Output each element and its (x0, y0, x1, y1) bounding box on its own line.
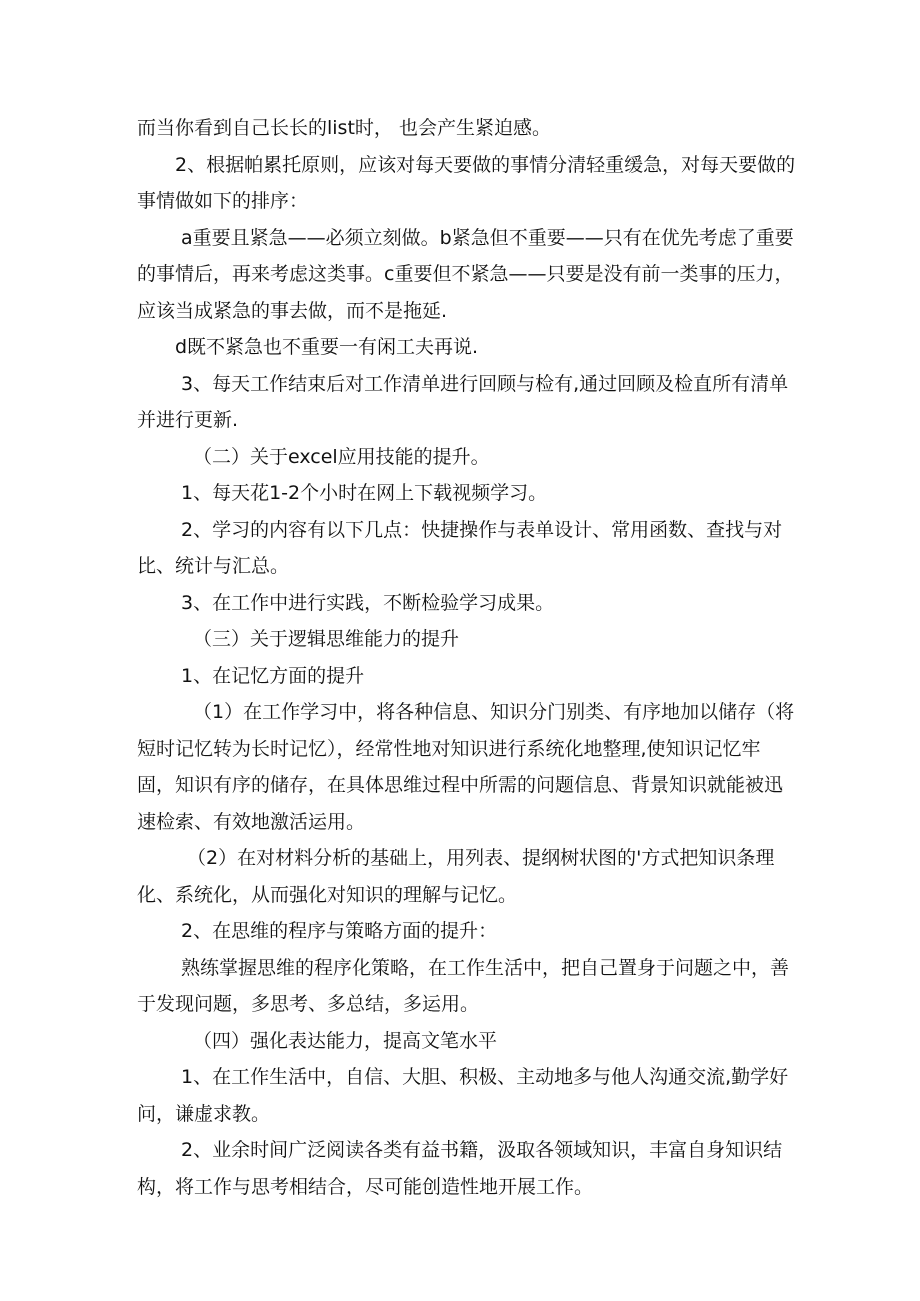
heading-excel-skills: （二）关于excel应用技能的提升。 (193, 445, 490, 468)
document-body (137, 110, 797, 1205)
paragraph-excel-video-learning: 1、每天花1-2个小时在网上下载视频学习。 (181, 482, 548, 504)
paragraph-memory-improvement: 1、在记忆方面的提升 (181, 664, 365, 687)
paragraph-category-d: d既不紧急也不重要一有闲工夫再说. (175, 336, 479, 358)
paragraph-thinking-strategy: 2、在思维的程序与策略方面的提升： (181, 920, 498, 942)
paragraph-excel-practice: 3、在工作中进行实践，不断检验学习成果。 (181, 591, 555, 614)
paragraph-communication: 1、在工作生活中，自信、大胆、积极、主动地多与他人沟通交流,勤学好问，谦虚求教。 (137, 1066, 789, 1125)
paragraph-programmed-thinking: 熟练掌握思维的程序化策略，在工作生活中，把自己置身于问题之中，善于发现问题，多思考、多总结，多运用。 (137, 956, 790, 1015)
paragraph-pareto-principle: 2、根据帕累托原则，应该对每天要做的事情分清轻重缓急，对每天要做的事情做如下的排序： (137, 153, 796, 212)
heading-expression-ability: （四）强化表达能力，提高文笔水平 (193, 1029, 498, 1052)
paragraph-knowledge-storage: （1）在工作学习中，将各种信息、知识分门别类、有序地加以储存（将短时记忆转为长时记忆），经常性地对知识进行系统化地整理,使知识记忆牢固，知识有序的储存，在具体思维过程中所需的问题信息、背景知识就能被迅速检索、有效地激活运用。 (137, 701, 795, 833)
paragraph-list-urgency: 而当你看到自己长长的list时， 也会产生紧迫感。 (137, 117, 551, 139)
paragraph-excel-learning-content: 2、学习的内容有以下几点：快捷操作与表单设计、常用函数、查找与对比、统计与汇总。 (137, 518, 783, 577)
paragraph-daily-review: 3、每天工作结束后对工作清单进行回顾与检有,通过回顾及检直所有清单并进行更新. (137, 372, 789, 431)
heading-logical-thinking: （三）关于逻辑思维能力的提升 (193, 628, 460, 650)
paragraph-reading: 2、业余时间广泛阅读各类有益书籍，汲取各领域知识，丰富自身知识结构，将工作与思考相结合，尽可能创造性地开展工作。 (137, 1139, 783, 1198)
paragraph-material-analysis: （2）在对材料分析的基础上，用列表、提纲树状图的'方式把知识条理化、系统化，从而强化对知识的理解与记忆。 (137, 847, 775, 906)
paragraph-priority-categories: a重要且紧急——必须立刻做。b紧急但不重要——只有在优先考虑了重要的事情后，再来考虑这类事。c重要但不紧急——只要是没有前一类事的压力，应该当成紧急的事去做，而不是拖延. (137, 226, 794, 322)
